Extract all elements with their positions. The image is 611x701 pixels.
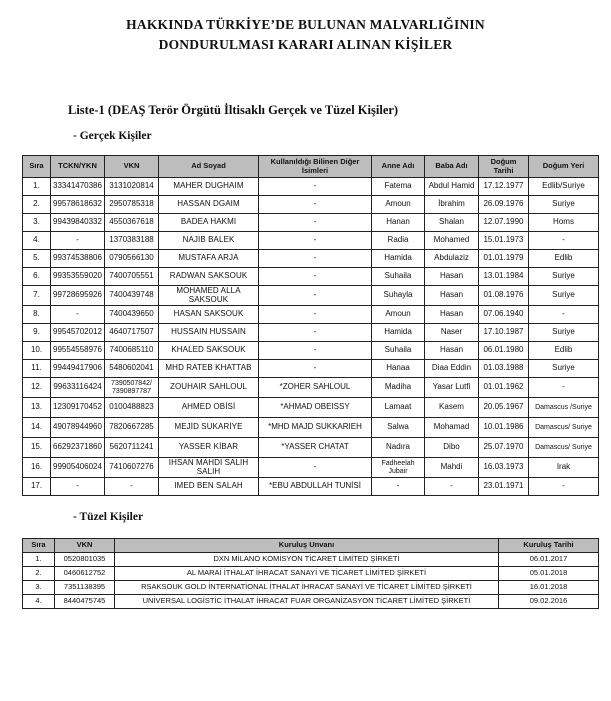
cell-dogum-tarihi: 01.01.1979 [479,250,529,268]
cell-dogum-yeri: Edlib [529,342,599,360]
cell-dogum-tarihi: 15.01.1973 [479,232,529,250]
cell-sira: 1. [23,178,51,196]
cell-dogum-yeri: Damascus /Suriye [529,398,599,418]
cell-sira: 6. [23,268,51,286]
persons-header-row [23,156,599,178]
cell-diger-isimler: *YASSER CHATAT [259,438,372,458]
cell-ad-soyad: HASAN SAKSOUK [159,306,259,324]
header-diger-isimler: Kullanıldığı Bilinen Diğer İsimleri [259,156,372,178]
cell-dogum-yeri: Suriye [529,324,599,342]
cell-sira: 2. [23,196,51,214]
header-anne-adi: Anne Adı [372,156,425,178]
cell-baba-adi: Diaa Eddin [425,360,479,378]
cell-diger-isimler: - [259,360,372,378]
cell-anne-adi: Madiha [372,378,425,398]
cell-ad-soyad: RADWAN SAKSOUK [159,268,259,286]
cell-anne-adi: Suhayla [372,286,425,306]
legal-cell-sira: 1. [23,553,55,567]
cell-sira: 13. [23,398,51,418]
cell-anne-adi: Suhaila [372,268,425,286]
cell-vkn: 7390507842/ 7390897787 [105,378,159,398]
cell-diger-isimler: *ZOHER SAHLOUL [259,378,372,398]
cell-sira: 12. [23,378,51,398]
legal-cell-tarih: 05.01.2018 [499,567,599,581]
cell-dogum-yeri: Damascus/ Suriye [529,418,599,438]
table-row [23,458,599,478]
table-row [23,214,599,232]
cell-tckn: - [51,232,105,250]
legal-cell-unvan: DXN MİLANO KOMİSYON TİCARET LİMİTED ŞİRKETİ [115,553,499,567]
cell-dogum-tarihi: 16.03.1973 [479,458,529,478]
cell-dogum-yeri: - [529,378,599,398]
cell-diger-isimler: - [259,214,372,232]
cell-anne-adi: Salwa [372,418,425,438]
table-row [23,268,599,286]
cell-anne-adi: - [372,478,425,496]
cell-vkn: 3131020814 [105,178,159,196]
cell-sira: 10. [23,342,51,360]
cell-ad-soyad: ZOUHAIR SAHLOUL [159,378,259,398]
cell-baba-adi: Kasem [425,398,479,418]
cell-anne-adi: Hamida [372,324,425,342]
cell-vkn: 5620711241 [105,438,159,458]
cell-diger-isimler: - [259,458,372,478]
cell-ad-soyad: YASSER KİBAR [159,438,259,458]
cell-tckn: 49078944960 [51,418,105,438]
cell-baba-adi: Abdulaziz [425,250,479,268]
cell-diger-isimler: - [259,286,372,306]
cell-diger-isimler: - [259,232,372,250]
cell-sira: 11. [23,360,51,378]
legal-header-sira: Sıra [23,539,55,553]
legal-cell-vkn: 8440475745 [55,595,115,609]
cell-ad-soyad: NAJIB BALEK [159,232,259,250]
document-title-line-1: HAKKINDA TÜRKİYE’DE BULUNAN MALVARLIĞININ [126,17,485,32]
cell-tckn: 99578618632 [51,196,105,214]
cell-ad-soyad: MEJİD SUKARİYE [159,418,259,438]
cell-dogum-yeri: Edlib [529,250,599,268]
cell-ad-soyad: MUSTAFA ARJA [159,250,259,268]
legal-heading: - Tüzel Kişiler [73,511,144,523]
legal-cell-tarih: 16.01.2018 [499,581,599,595]
cell-baba-adi: - [425,478,479,496]
legal-cell-sira: 3. [23,581,55,595]
legal-cell-tarih: 06.01.2017 [499,553,599,567]
cell-tckn: 99905406024 [51,458,105,478]
cell-anne-adi: Fatema [372,178,425,196]
cell-dogum-tarihi: 12.07.1990 [479,214,529,232]
cell-dogum-tarihi: 01.08.1976 [479,286,529,306]
cell-baba-adi: Abdul Hamid [425,178,479,196]
cell-baba-adi: Mahdi [425,458,479,478]
legal-cell-vkn: 0460612752 [55,567,115,581]
cell-dogum-yeri: Suriye [529,268,599,286]
legal-cell-tarih: 09.02.2016 [499,595,599,609]
cell-vkn: 7400439650 [105,306,159,324]
list-heading: Liste-1 (DEAŞ Terör Örgütü İltisaklı Gerçek ve Tüzel Kişiler) [68,103,399,117]
cell-diger-isimler: *EBU ABDULLAH TUNİSİ [259,478,372,496]
cell-ad-soyad: MOHAMED ALLA SAKSOUK [159,286,259,306]
table-row [23,196,599,214]
cell-dogum-yeri: Suriye [529,360,599,378]
header-tckn: TCKN/YKN [51,156,105,178]
legal-header-unvan: Kuruluş Unvanı [115,539,499,553]
cell-vkn: - [105,478,159,496]
cell-tckn: 99374538806 [51,250,105,268]
cell-ad-soyad: MHD RATEB KHATTAB [159,360,259,378]
cell-vkn: 0790566130 [105,250,159,268]
cell-dogum-tarihi: 23.01.1971 [479,478,529,496]
cell-vkn: 7820667285 [105,418,159,438]
header-baba-adi: Baba Adı [425,156,479,178]
cell-baba-adi: Hasan [425,342,479,360]
cell-dogum-tarihi: 20.05.1967 [479,398,529,418]
cell-dogum-yeri: Irak [529,458,599,478]
cell-tckn: 99353559020 [51,268,105,286]
table-row [23,567,599,581]
cell-ad-soyad: HASSAN DGAIM [159,196,259,214]
cell-baba-adi: Yasar Lutfi [425,378,479,398]
table-row [23,478,599,496]
cell-dogum-yeri: Edlib/Suriye [529,178,599,196]
cell-anne-adi: Radia [372,232,425,250]
cell-diger-isimler: - [259,306,372,324]
cell-sira: 7. [23,286,51,306]
table-row [23,581,599,595]
cell-tckn: 33341470386 [51,178,105,196]
cell-dogum-yeri: - [529,306,599,324]
cell-baba-adi: İbrahim [425,196,479,214]
legal-cell-sira: 4. [23,595,55,609]
table-row [23,360,599,378]
cell-ad-soyad: KHALED SAKSOUK [159,342,259,360]
cell-sira: 14. [23,418,51,438]
cell-anne-adi: Hanaa [372,360,425,378]
cell-baba-adi: Mohamad [425,418,479,438]
cell-anne-adi: Amoun [372,306,425,324]
table-row [23,418,599,438]
legal-table [22,538,599,609]
cell-dogum-yeri: Suriye [529,196,599,214]
cell-vkn: 2950785318 [105,196,159,214]
table-row [23,250,599,268]
cell-baba-adi: Hasan [425,306,479,324]
cell-vkn: 0100488823 [105,398,159,418]
cell-dogum-tarihi: 13.01.1984 [479,268,529,286]
table-row [23,398,599,418]
header-dogum-tarihi: Doğum Tarihi [479,156,529,178]
cell-tckn: 66292371860 [51,438,105,458]
cell-diger-isimler: - [259,250,372,268]
table-row [23,232,599,250]
cell-diger-isimler: *AHMAD OBEISSY [259,398,372,418]
legal-cell-unvan: UNİVERSAL LOGİSTİC İTHALAT İHRACAT FUAR ORGANİZASYON TİCARET LİMİTED ŞİRKETİ [115,595,499,609]
cell-dogum-yeri: Damascus/ Suriye [529,438,599,458]
persons-table [22,155,599,496]
cell-tckn: 12309170452 [51,398,105,418]
legal-header-tarih: Kuruluş Tarihi [499,539,599,553]
cell-dogum-tarihi: 01.01.1962 [479,378,529,398]
cell-sira: 3. [23,214,51,232]
cell-dogum-yeri: - [529,478,599,496]
cell-vkn: 4550367618 [105,214,159,232]
table-row [23,324,599,342]
cell-tckn: 99554558976 [51,342,105,360]
cell-ad-soyad: IHSAN MAHDI SALIH SALIH [159,458,259,478]
table-row [23,553,599,567]
legal-cell-vkn: 0520801035 [55,553,115,567]
cell-dogum-tarihi: 10.01.1986 [479,418,529,438]
cell-diger-isimler: - [259,268,372,286]
cell-sira: 5. [23,250,51,268]
cell-sira: 15. [23,438,51,458]
header-sira: Sıra [23,156,51,178]
cell-anne-adi: Hamida [372,250,425,268]
cell-sira: 8. [23,306,51,324]
cell-ad-soyad: HUSSAIN HUSSAIN [159,324,259,342]
cell-dogum-tarihi: 01.03.1988 [479,360,529,378]
cell-dogum-yeri: - [529,232,599,250]
cell-tckn: 99728695926 [51,286,105,306]
cell-diger-isimler: *MHD MAJD SUKKARIEH [259,418,372,438]
cell-dogum-tarihi: 07.06.1940 [479,306,529,324]
cell-diger-isimler: - [259,178,372,196]
cell-vkn: 4640717507 [105,324,159,342]
cell-dogum-tarihi: 25.07.1970 [479,438,529,458]
document-title-line-2: DONDURULMASI KARARI ALINAN KİŞİLER [158,37,453,52]
cell-tckn: - [51,306,105,324]
legal-header-vkn: VKN [55,539,115,553]
cell-ad-soyad: MAHER DUGHAIM [159,178,259,196]
cell-baba-adi: Hasan [425,286,479,306]
cell-dogum-tarihi: 17.10.1987 [479,324,529,342]
cell-vkn: 7400705551 [105,268,159,286]
cell-baba-adi: Naser [425,324,479,342]
table-row [23,595,599,609]
cell-sira: 16. [23,458,51,478]
cell-sira: 4. [23,232,51,250]
table-row [23,178,599,196]
cell-dogum-tarihi: 17.12.1977 [479,178,529,196]
cell-baba-adi: Dibo [425,438,479,458]
cell-vkn: 7400685110 [105,342,159,360]
cell-anne-adi: Nadıra [372,438,425,458]
table-row [23,438,599,458]
cell-tckn: 99545702012 [51,324,105,342]
legal-header-row [23,539,599,553]
cell-dogum-yeri: Homs [529,214,599,232]
cell-anne-adi: Amoun [372,196,425,214]
cell-sira: 17. [23,478,51,496]
cell-tckn: - [51,478,105,496]
header-dogum-yeri: Doğum Yeri [529,156,599,178]
cell-tckn: 99439840332 [51,214,105,232]
legal-cell-vkn: 7351138395 [55,581,115,595]
legal-table-body [23,553,599,609]
cell-vkn: 7410607276 [105,458,159,478]
cell-anne-adi: Fadheelah Jubair [372,458,425,478]
cell-tckn: 99449417906 [51,360,105,378]
cell-vkn: 1370383188 [105,232,159,250]
cell-dogum-yeri: Suriye [529,286,599,306]
cell-sira: 9. [23,324,51,342]
cell-anne-adi: Hanan [372,214,425,232]
cell-baba-adi: Mohamed [425,232,479,250]
cell-dogum-tarihi: 06.01.1980 [479,342,529,360]
legal-cell-sira: 2. [23,567,55,581]
cell-anne-adi: Suhaila [372,342,425,360]
cell-tckn: 99633116424 [51,378,105,398]
table-row [23,342,599,360]
legal-cell-unvan: RSAKSOUK GOLD İNTERNATİONAL İTHALAT İHRACAT SANAYİ VE TİCARET LİMİTED ŞİRKETİ [115,581,499,595]
cell-ad-soyad: IMED BEN SALAH [159,478,259,496]
legal-cell-unvan: AL MARAİ İTHALAT İHRACAT SANAYİ VE TİCARET LİMİTED ŞİRKETİ [115,567,499,581]
header-vkn: VKN [105,156,159,178]
cell-diger-isimler: - [259,324,372,342]
cell-baba-adi: Hasan [425,268,479,286]
header-ad-soyad: Ad Soyad [159,156,259,178]
persons-heading: - Gerçek Kişiler [73,130,152,142]
cell-ad-soyad: BADEA HAKMI [159,214,259,232]
persons-table-body [23,178,599,496]
cell-vkn: 7400439748 [105,286,159,306]
cell-anne-adi: Lamaat [372,398,425,418]
table-row [23,306,599,324]
cell-ad-soyad: AHMED OBİSİ [159,398,259,418]
cell-diger-isimler: - [259,196,372,214]
table-row [23,286,599,306]
cell-dogum-tarihi: 26.09.1976 [479,196,529,214]
table-row [23,378,599,398]
cell-baba-adi: Shalan [425,214,479,232]
cell-vkn: 5480602041 [105,360,159,378]
cell-diger-isimler: - [259,342,372,360]
